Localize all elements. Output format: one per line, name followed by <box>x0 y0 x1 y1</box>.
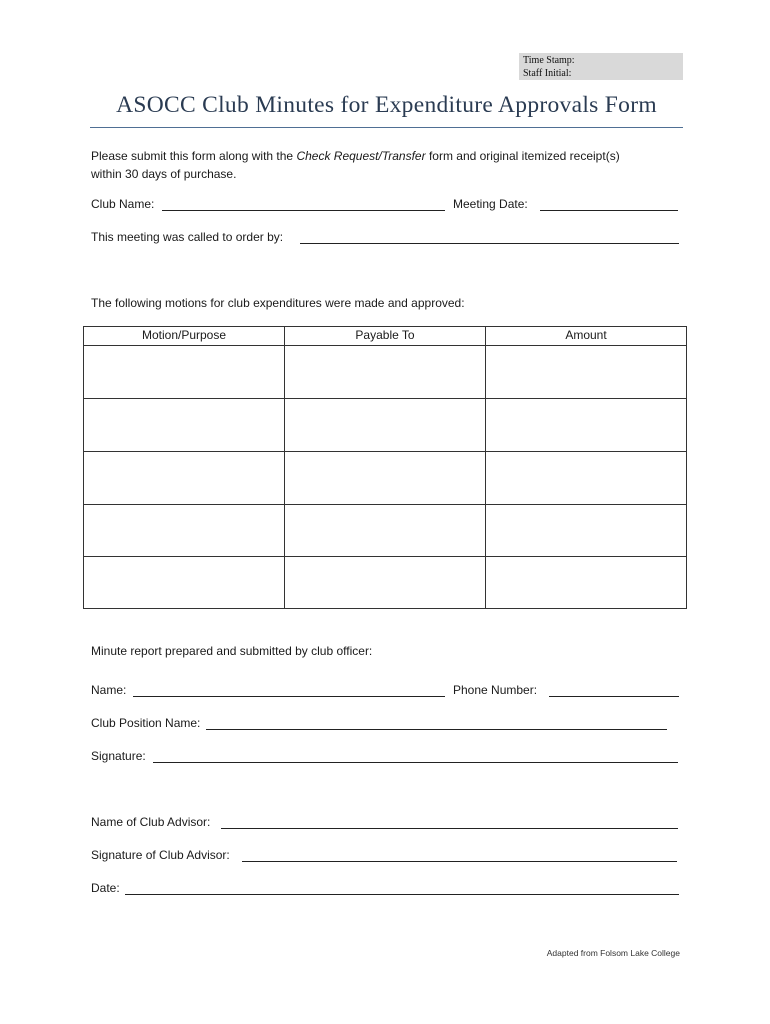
header-amount: Amount <box>485 326 687 346</box>
officer-signature-label: Signature: <box>91 749 146 763</box>
intro-line-2: within 30 days of purchase. <box>91 167 237 181</box>
phone-number-field[interactable] <box>549 683 679 697</box>
advisor-signature-field[interactable] <box>242 848 677 862</box>
advisor-signature-label: Signature of Club Advisor: <box>91 848 230 862</box>
club-position-label: Club Position Name: <box>91 716 201 730</box>
intro-text-b: form and original itemized receipt(s) <box>425 149 620 163</box>
table-cell-payable[interactable] <box>284 345 486 399</box>
officer-name-field[interactable] <box>133 683 445 697</box>
club-position-field[interactable] <box>206 716 667 730</box>
staff-initial-label: Staff Initial: <box>523 68 572 79</box>
table-cell-amount[interactable] <box>485 345 687 399</box>
table-cell-payable[interactable] <box>284 451 486 505</box>
table-cell-payable[interactable] <box>284 398 486 452</box>
club-name-label: Club Name: <box>91 197 155 211</box>
phone-number-label: Phone Number: <box>453 683 538 697</box>
footer-credit: Adapted from Folsom Lake College <box>546 948 680 958</box>
intro-italic-form-name: Check Request/Transfer <box>296 149 426 163</box>
officer-heading: Minute report prepared and submitted by club officer: <box>91 644 373 658</box>
advisor-name-label: Name of Club Advisor: <box>91 815 211 829</box>
table-cell-motion[interactable] <box>83 398 285 452</box>
meeting-date-field[interactable] <box>540 197 678 211</box>
date-field[interactable] <box>125 881 679 895</box>
header-motion-purpose: Motion/Purpose <box>83 326 285 346</box>
table-cell-motion[interactable] <box>83 345 285 399</box>
table-cell-payable[interactable] <box>284 556 486 609</box>
table-cell-motion[interactable] <box>83 504 285 557</box>
intro-line-1 <box>91 148 620 165</box>
intro-text-a: Please submit this form along with the <box>91 149 297 163</box>
table-cell-amount[interactable] <box>485 504 687 557</box>
table-cell-amount[interactable] <box>485 556 687 609</box>
table-cell-amount[interactable] <box>485 451 687 505</box>
officer-signature-field[interactable] <box>153 749 678 763</box>
club-name-field[interactable] <box>162 197 445 211</box>
advisor-name-field[interactable] <box>221 815 678 829</box>
table-cell-payable[interactable] <box>284 504 486 557</box>
time-stamp-box <box>519 53 683 80</box>
table-cell-motion[interactable] <box>83 451 285 505</box>
table-cell-amount[interactable] <box>485 398 687 452</box>
date-label: Date: <box>91 881 120 895</box>
header-payable-to: Payable To <box>284 326 486 346</box>
called-to-order-field[interactable] <box>300 230 679 244</box>
time-stamp-label: Time Stamp: <box>523 55 575 66</box>
table-cell-motion[interactable] <box>83 556 285 609</box>
motions-heading: The following motions for club expenditures were made and approved: <box>91 296 465 310</box>
title-underline <box>90 127 683 128</box>
meeting-date-label: Meeting Date: <box>453 197 528 211</box>
called-to-order-label: This meeting was called to order by: <box>91 230 284 244</box>
form-title: ASOCC Club Minutes for Expenditure Approvals Form <box>116 92 657 118</box>
officer-name-label: Name: <box>91 683 127 697</box>
